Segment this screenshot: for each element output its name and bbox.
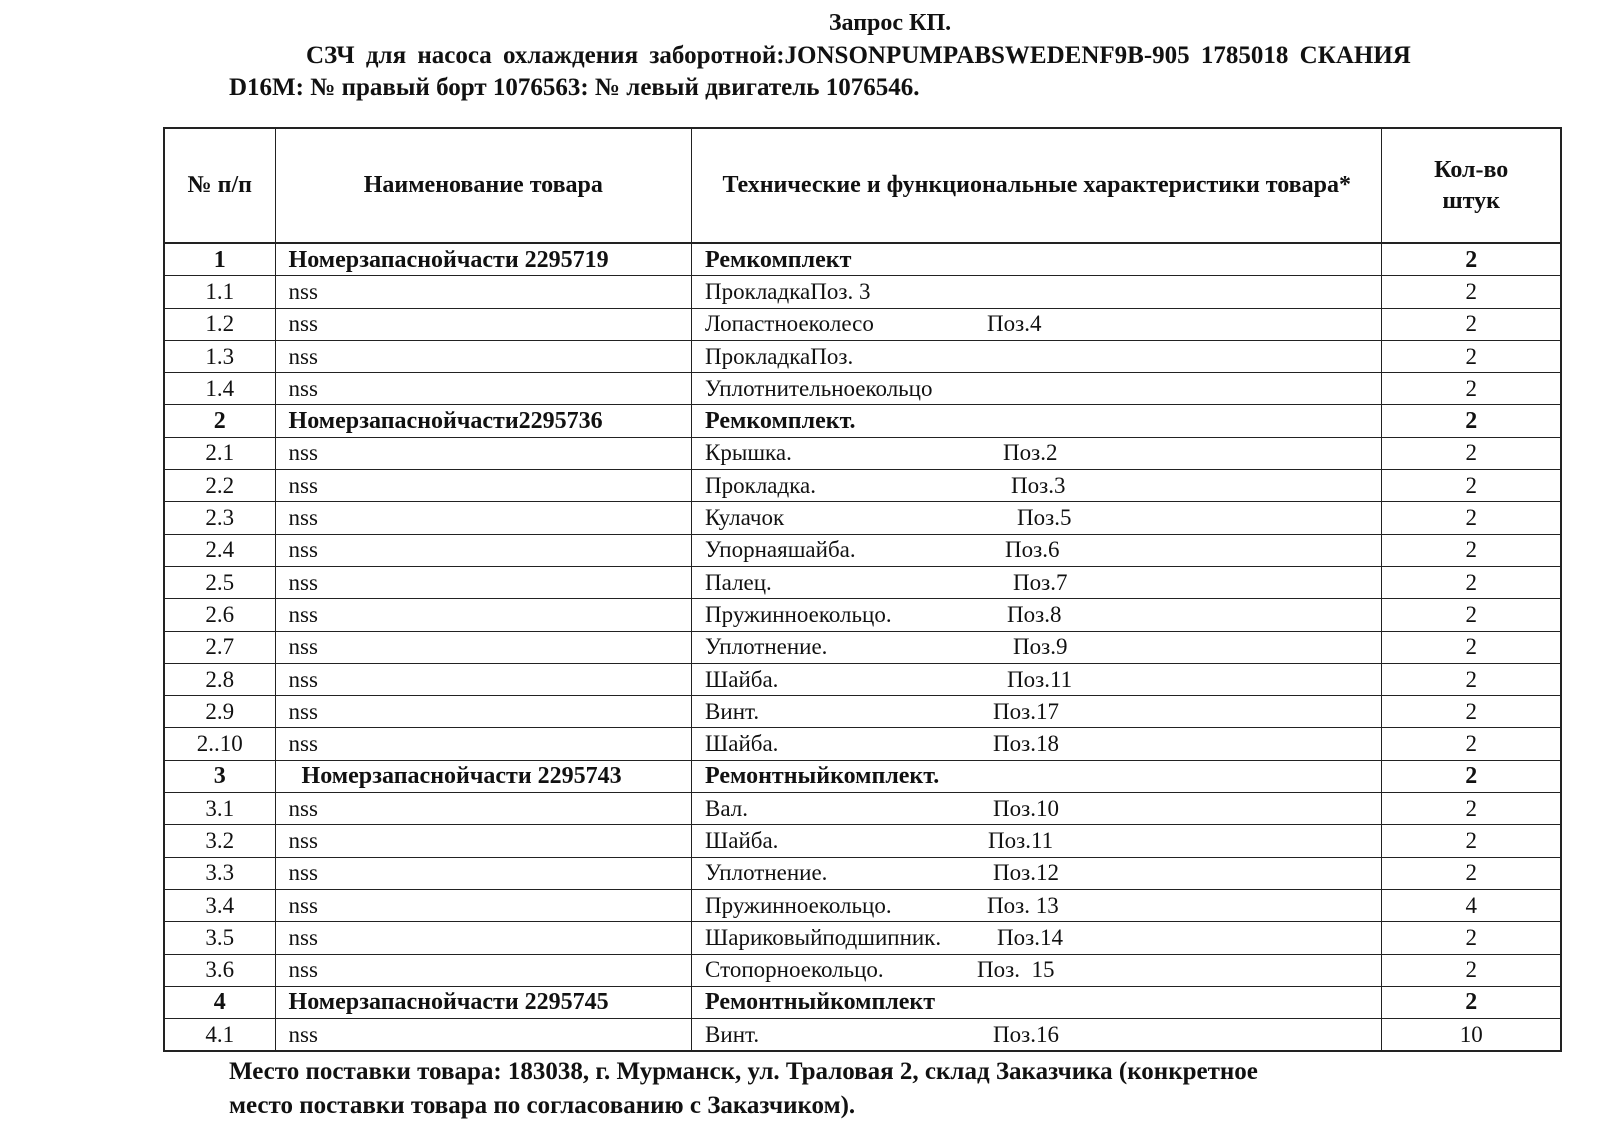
- row-spec: [692, 470, 1382, 502]
- row-name: Номерзапаснойчасти 2295719: [275, 243, 692, 276]
- row-quantity: 2: [1382, 373, 1561, 405]
- row-spec: [692, 1019, 1382, 1052]
- row-name: nss: [275, 889, 692, 921]
- row-quantity: 2: [1382, 243, 1561, 276]
- spec-text: Ремкомплект.: [705, 408, 856, 435]
- row-number: 4.1: [164, 1019, 275, 1052]
- spec-position: Поз.12: [993, 860, 1059, 886]
- row-number: 2.1: [164, 437, 275, 469]
- row-name: nss: [275, 793, 692, 825]
- spec-position: Поз.18: [993, 731, 1059, 757]
- spec-text: Винт.: [705, 698, 760, 724]
- row-name: nss: [275, 534, 692, 566]
- row-name: nss: [275, 1019, 692, 1052]
- spec-text: Уплотнение.: [705, 860, 828, 886]
- spec-position: Поз.2: [1003, 440, 1058, 466]
- spec-text: Шайба.: [705, 666, 779, 692]
- spec-text: Упорнаяшайба.: [705, 537, 856, 563]
- row-quantity: 2: [1382, 566, 1561, 598]
- row-spec: [692, 696, 1382, 728]
- row-spec: [692, 663, 1382, 695]
- row-quantity: 2: [1382, 857, 1561, 889]
- row-spec: [692, 534, 1382, 566]
- table-row: [164, 1019, 1561, 1052]
- row-name: nss: [275, 922, 692, 954]
- spec-text: ПрокладкаПоз.: [705, 343, 854, 369]
- spec-text: Шайба.: [705, 827, 779, 853]
- spec-text: Крышка.: [705, 440, 792, 466]
- row-number: 1.1: [164, 276, 275, 308]
- table-row: [164, 599, 1561, 631]
- row-number: 2.6: [164, 599, 275, 631]
- row-number: 2.8: [164, 663, 275, 695]
- document-subtitle-line2: D16M: № правый борт 1076563: № левый двигатель 1076546.: [229, 74, 920, 101]
- spec-position: Поз.10: [993, 795, 1059, 821]
- row-spec: [692, 857, 1382, 889]
- table-row: [164, 954, 1561, 986]
- row-name: nss: [275, 340, 692, 372]
- spec-position: Поз.3: [1011, 472, 1066, 498]
- row-spec: [692, 308, 1382, 340]
- row-spec: [692, 922, 1382, 954]
- table-row: [164, 889, 1561, 921]
- row-number: 3.2: [164, 825, 275, 857]
- delivery-note-line2: место поставки товара по согласованию с Заказчиком).: [229, 1092, 856, 1119]
- table-group-row: [164, 760, 1561, 792]
- spec-text: Ремкомплект: [705, 246, 852, 273]
- row-spec: [692, 599, 1382, 631]
- table-row: [164, 437, 1561, 469]
- row-quantity: 2: [1382, 793, 1561, 825]
- row-name: nss: [275, 276, 692, 308]
- document-title: Запрос КП.: [828, 10, 952, 36]
- row-name: nss: [275, 728, 692, 760]
- spec-text: Пружинноекольцо.: [705, 892, 892, 918]
- spec-text: Уплотнение.: [705, 634, 828, 660]
- row-quantity: 2: [1382, 728, 1561, 760]
- row-number: 3.1: [164, 793, 275, 825]
- spec-position: Поз.7: [1013, 569, 1068, 595]
- row-spec: [692, 502, 1382, 534]
- row-spec: [692, 631, 1382, 663]
- table-row: [164, 922, 1561, 954]
- spec-position: Поз.8: [1007, 601, 1062, 627]
- table-group-row: [164, 986, 1561, 1018]
- row-spec: [692, 243, 1382, 276]
- row-name: nss: [275, 470, 692, 502]
- table-row: [164, 470, 1561, 502]
- row-quantity: 2: [1382, 502, 1561, 534]
- row-quantity: 2: [1382, 986, 1561, 1018]
- table-header-row: [164, 128, 1561, 243]
- row-number: 2.5: [164, 566, 275, 598]
- spec-text: Пружинноекольцо.: [705, 601, 892, 627]
- row-number: 2.3: [164, 502, 275, 534]
- document-subtitle-line1: СЗЧ для насоса охлаждения заборотной:JONSONPUMPABSWEDENF9B-905 1785018 СКАНИЯ: [306, 42, 1411, 69]
- spec-position: Поз. 15: [977, 957, 1055, 983]
- table-row: [164, 373, 1561, 405]
- row-name: Номерзапаснойчасти 2295743: [275, 760, 692, 792]
- parts-table: [163, 127, 1562, 1052]
- row-quantity: 10: [1382, 1019, 1561, 1052]
- table-row: [164, 728, 1561, 760]
- row-quantity: 2: [1382, 340, 1561, 372]
- spec-position: Поз.16: [993, 1021, 1059, 1047]
- row-quantity: 2: [1382, 631, 1561, 663]
- table-row: [164, 825, 1561, 857]
- spec-position: Поз.6: [1005, 537, 1060, 563]
- header-name: Наименование товара: [275, 128, 692, 243]
- spec-text: Кулачок: [705, 505, 785, 531]
- row-number: 1.4: [164, 373, 275, 405]
- spec-position: Поз.14: [997, 924, 1063, 950]
- row-name: nss: [275, 566, 692, 598]
- spec-text: Ремонтныйкомплект: [705, 989, 936, 1016]
- spec-text: Ремонтныйкомплект.: [705, 763, 940, 790]
- row-spec: [692, 373, 1382, 405]
- table-row: [164, 502, 1561, 534]
- row-number: 3.4: [164, 889, 275, 921]
- row-name: nss: [275, 663, 692, 695]
- header-quantity: Кол-во штук: [1382, 128, 1561, 243]
- table-row: [164, 857, 1561, 889]
- spec-position: Поз.4: [987, 311, 1042, 337]
- table-body: [164, 243, 1561, 1051]
- spec-text: ПрокладкаПоз. 3: [705, 278, 871, 304]
- row-number: 2.2: [164, 470, 275, 502]
- row-name: Номерзапаснойчасти2295736: [275, 405, 692, 437]
- spec-text: Палец.: [705, 569, 772, 595]
- row-name: nss: [275, 825, 692, 857]
- table-row: [164, 308, 1561, 340]
- table-row: [164, 663, 1561, 695]
- row-quantity: 2: [1382, 922, 1561, 954]
- row-spec: [692, 405, 1382, 437]
- row-number: 1.3: [164, 340, 275, 372]
- spec-text: Шайба.: [705, 731, 779, 757]
- row-spec: [692, 728, 1382, 760]
- spec-text: Шариковыйподшипник.: [705, 924, 942, 950]
- spec-position: Поз.17: [993, 698, 1059, 724]
- row-name: nss: [275, 857, 692, 889]
- spec-text: Лопастноеколесо: [705, 311, 874, 337]
- spec-text: Стопорноекольцо.: [705, 957, 884, 983]
- row-name: nss: [275, 308, 692, 340]
- row-quantity: 2: [1382, 308, 1561, 340]
- row-name: nss: [275, 696, 692, 728]
- row-quantity: 2: [1382, 696, 1561, 728]
- row-spec: [692, 825, 1382, 857]
- spec-text: Прокладка.: [705, 472, 817, 498]
- row-spec: [692, 566, 1382, 598]
- row-quantity: 2: [1382, 825, 1561, 857]
- delivery-note-line1: Место поставки товара: 183038, г. Мурманск, ул. Траловая 2, склад Заказчика (конкретное: [229, 1058, 1258, 1085]
- row-number: 1.2: [164, 308, 275, 340]
- row-number: 3.6: [164, 954, 275, 986]
- row-spec: [692, 437, 1382, 469]
- row-name: nss: [275, 954, 692, 986]
- row-name: nss: [275, 437, 692, 469]
- spec-position: Поз.11: [1007, 666, 1073, 692]
- row-quantity: 2: [1382, 760, 1561, 792]
- row-number: 2.9: [164, 696, 275, 728]
- spec-position: Поз. 13: [987, 892, 1059, 918]
- row-spec: [692, 793, 1382, 825]
- table-row: [164, 566, 1561, 598]
- spec-text: Вал.: [705, 795, 749, 821]
- row-quantity: 2: [1382, 470, 1561, 502]
- spec-text: Уплотнительноекольцо: [705, 375, 933, 401]
- row-number: 2..10: [164, 728, 275, 760]
- row-quantity: 2: [1382, 437, 1561, 469]
- table-row: [164, 340, 1561, 372]
- table-row: [164, 696, 1561, 728]
- spec-text: Винт.: [705, 1021, 760, 1047]
- spec-position: Поз.11: [988, 827, 1054, 853]
- spec-position: Поз.5: [1017, 505, 1072, 531]
- row-number: 4: [164, 986, 275, 1018]
- row-spec: [692, 986, 1382, 1018]
- table-row: [164, 631, 1561, 663]
- row-spec: [692, 276, 1382, 308]
- table-row: [164, 276, 1561, 308]
- delivery-note: [229, 1055, 1258, 1123]
- header-number: № п/п: [164, 128, 275, 243]
- row-quantity: 2: [1382, 534, 1561, 566]
- row-quantity: 2: [1382, 954, 1561, 986]
- row-number: 2.4: [164, 534, 275, 566]
- row-spec: [692, 889, 1382, 921]
- row-name: nss: [275, 631, 692, 663]
- row-name: nss: [275, 502, 692, 534]
- spec-position: Поз.9: [1013, 634, 1068, 660]
- table-row: [164, 534, 1561, 566]
- row-number: 3: [164, 760, 275, 792]
- row-number: 3.3: [164, 857, 275, 889]
- row-quantity: 2: [1382, 276, 1561, 308]
- row-spec: [692, 760, 1382, 792]
- row-number: 1: [164, 243, 275, 276]
- row-name: nss: [275, 599, 692, 631]
- table-group-row: [164, 405, 1561, 437]
- row-number: 2: [164, 405, 275, 437]
- table-group-row: [164, 243, 1561, 276]
- row-quantity: 2: [1382, 663, 1561, 695]
- row-number: 3.5: [164, 922, 275, 954]
- row-name: Номерзапаснойчасти 2295745: [275, 986, 692, 1018]
- header-specs: Технические и функциональные характеристики товара*: [692, 128, 1382, 243]
- row-quantity: 4: [1382, 889, 1561, 921]
- row-quantity: 2: [1382, 405, 1561, 437]
- table-row: [164, 793, 1561, 825]
- row-quantity: 2: [1382, 599, 1561, 631]
- row-spec: [692, 340, 1382, 372]
- row-number: 2.7: [164, 631, 275, 663]
- row-spec: [692, 954, 1382, 986]
- row-name: nss: [275, 373, 692, 405]
